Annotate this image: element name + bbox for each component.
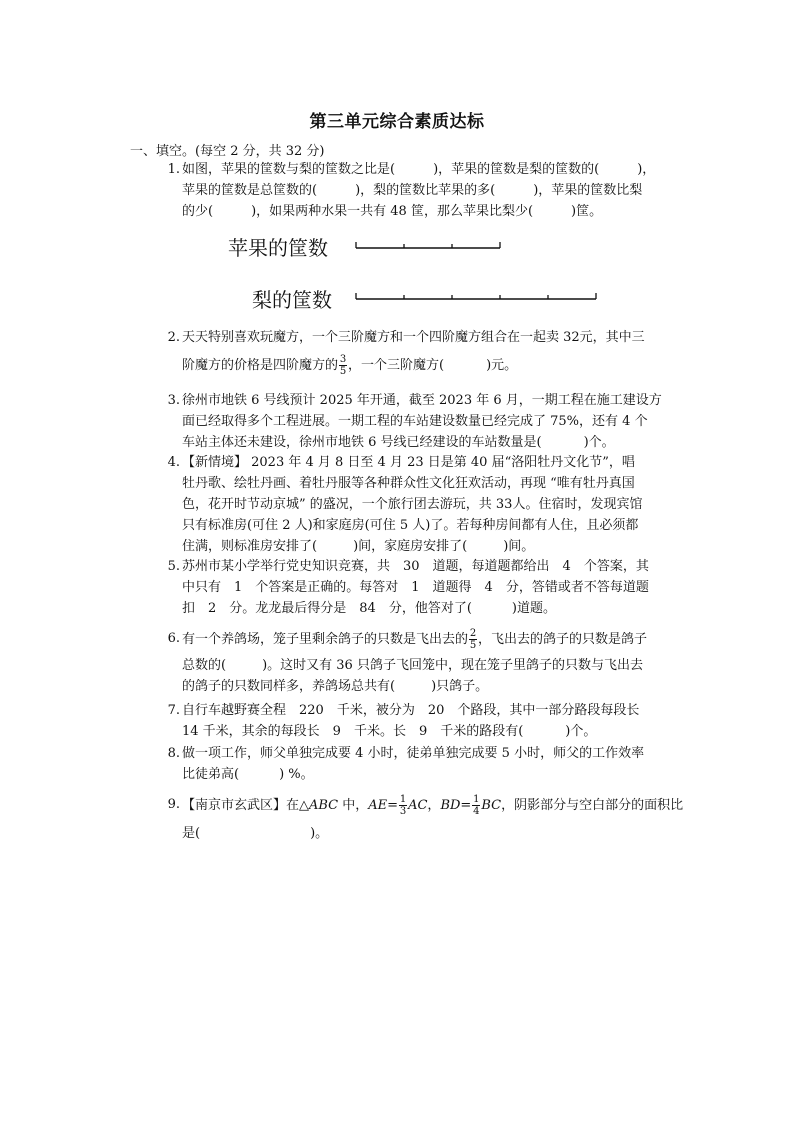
question-number: 6. — [167, 631, 180, 646]
question-3 — [167, 390, 662, 453]
question-number: 5. — [167, 559, 180, 574]
fraction — [469, 628, 477, 651]
text: )间，家庭房安排了( — [353, 539, 468, 554]
text: ，一个三阶魔方( — [348, 358, 445, 373]
text: )个。 — [583, 435, 615, 450]
numerator: 2 — [469, 628, 477, 639]
text: )元。 — [486, 358, 518, 373]
text: )，梨的筐数比苹果的多( — [355, 183, 496, 198]
text: )个。 — [565, 724, 597, 739]
text: )只鸽子。 — [431, 679, 489, 694]
triangle-name: ABC — [309, 798, 339, 813]
text: )筐。 — [571, 204, 603, 219]
denominator: 4 — [473, 806, 480, 817]
comma: ， — [427, 798, 441, 813]
text: 中只有 1 个答案是正确的。每答对 1 道题得 4 分，答错或者不答每道题 — [182, 580, 649, 595]
text: 只有标准房(可住 2 人)和家庭房(可住 5 人)了。若每种房间都有人住，且必须都 — [182, 518, 639, 533]
question-number: 3. — [167, 393, 180, 408]
apple-segment — [356, 242, 500, 248]
text: 有一个养鸽场，笼子里剩余鸽子的只数是飞出去的 — [182, 632, 469, 647]
question-7 — [167, 700, 640, 742]
question-number: 9. — [167, 797, 180, 812]
numerator: 1 — [473, 794, 480, 805]
text: 是( — [182, 826, 201, 841]
numerator: 3 — [339, 354, 347, 365]
text: ，飞出去的鸽子的只数是鸽子 — [478, 632, 648, 647]
text: )，苹果的筐数比梨 — [533, 183, 643, 198]
question-5 — [167, 556, 649, 619]
section-heading: 一、填空。(每空 2 分，共 32 分) — [130, 144, 325, 159]
text: 色，花开时节动京城” 的盛况，一个旅行团去游玩，共 33人。住宿时，发现宾馆 — [182, 497, 643, 512]
text: 徐州市地铁 6 号线预计 2025 年开通，截至 2023 年 6 月，一期工程在施工建设方 — [182, 393, 662, 408]
text: 面已经取得多个工程进展。一期工程的车站建设数量已经完成了 75%，还有 4 个 — [182, 414, 648, 429]
text: 14 千米，其余的每段长 9 千米。长 9 千米的路段有( — [182, 724, 524, 739]
text: )。这时又有 36 只鸽子飞回笼中，现在笼子里鸽子的只数与飞出去 — [262, 658, 643, 673]
text: 总数的( — [182, 658, 227, 673]
pear-segment — [356, 293, 596, 299]
denominator: 5 — [339, 366, 347, 377]
segment-bc: BC — [481, 798, 502, 813]
text: 如图，苹果的筐数与梨的筐数之比是( — [182, 162, 396, 177]
text: 做一项工作，师父单独完成要 4 小时，徒弟单独完成要 5 小时，师父的工作效率 — [182, 746, 645, 761]
numerator: 1 — [399, 794, 407, 805]
question-2 — [167, 327, 645, 377]
text: 牡丹歌、绘牡丹画、着牡丹服等各种群众性文化狂欢活动，再现 “唯有牡丹真国 — [182, 476, 635, 491]
equals-sign: = — [387, 798, 399, 813]
text: 车站主体还未建设，徐州市地铁 6 号线已经建设的车站数量是( — [182, 435, 542, 450]
denominator: 3 — [399, 806, 407, 817]
text: 天天特别喜欢玩魔方，一个三阶魔方和一个四阶魔方组合在一起卖 32元，其中三 — [182, 330, 645, 345]
text: ，阴影部分与空白部分的面积比 — [501, 798, 684, 813]
text: 【南京市玄武区】在△ — [182, 798, 309, 813]
text: 住满，则标准房安排了( — [182, 539, 318, 554]
segment-bd: BD — [440, 798, 461, 813]
text: 苏州市某小学举行党史知识竞赛，共 30 道题，每道题都给出 4 个答案，其 — [182, 559, 649, 574]
text: 【新情境】 2023 年 4 月 8 日至 4 月 23 日是第 40 届“洛阳牡丹文化节”，唱 — [182, 455, 635, 470]
question-6 — [167, 628, 648, 697]
denominator: 5 — [469, 640, 477, 651]
text: )，如果两种水果一共有 48 筐，那么苹果比梨少( — [251, 204, 534, 219]
equals-sign: = — [460, 798, 472, 813]
apple-label: 苹果的筐数 — [228, 236, 328, 260]
question-number: 4. — [167, 455, 180, 470]
question-9 — [167, 794, 684, 844]
question-1 — [167, 159, 656, 222]
text: )。 — [310, 826, 329, 841]
text: 的鸽子的只数同样多，养鸽场总共有( — [182, 679, 396, 694]
question-number: 8. — [167, 746, 180, 761]
text: 扣 2 分。龙龙最后得分是 84 分，他答对了( — [182, 601, 472, 616]
segment-diagram — [228, 228, 608, 318]
segment-ae: AE — [368, 798, 388, 813]
question-4 — [167, 452, 643, 557]
question-number: 2. — [167, 330, 180, 345]
text: 阶魔方的价格是四阶魔方的 — [182, 358, 339, 373]
text: )道题。 — [511, 601, 556, 616]
text: 中， — [338, 798, 369, 813]
fraction — [472, 794, 480, 817]
text: ) %。 — [279, 767, 314, 782]
text: 自行车越野赛全程 220 千米，被分为 20 个路段，其中一部分路段每段长 — [182, 703, 640, 718]
question-number: 7. — [167, 703, 180, 718]
text: )，苹果的筐数是梨的筐数的( — [433, 162, 600, 177]
text: 的少( — [182, 204, 214, 219]
text: )， — [637, 162, 656, 177]
pear-label: 梨的筐数 — [252, 288, 332, 312]
segment-lines — [228, 228, 608, 318]
text: )间。 — [503, 539, 535, 554]
fraction — [339, 354, 347, 377]
fraction — [399, 794, 407, 817]
text: 比徒弟高( — [182, 767, 240, 782]
question-number: 1. — [167, 162, 180, 177]
question-8 — [167, 743, 645, 785]
page-title: 第三单元综合素质达标 — [309, 112, 485, 132]
segment-ac: AC — [408, 798, 428, 813]
text: 苹果的筐数是总筐数的( — [182, 183, 318, 198]
